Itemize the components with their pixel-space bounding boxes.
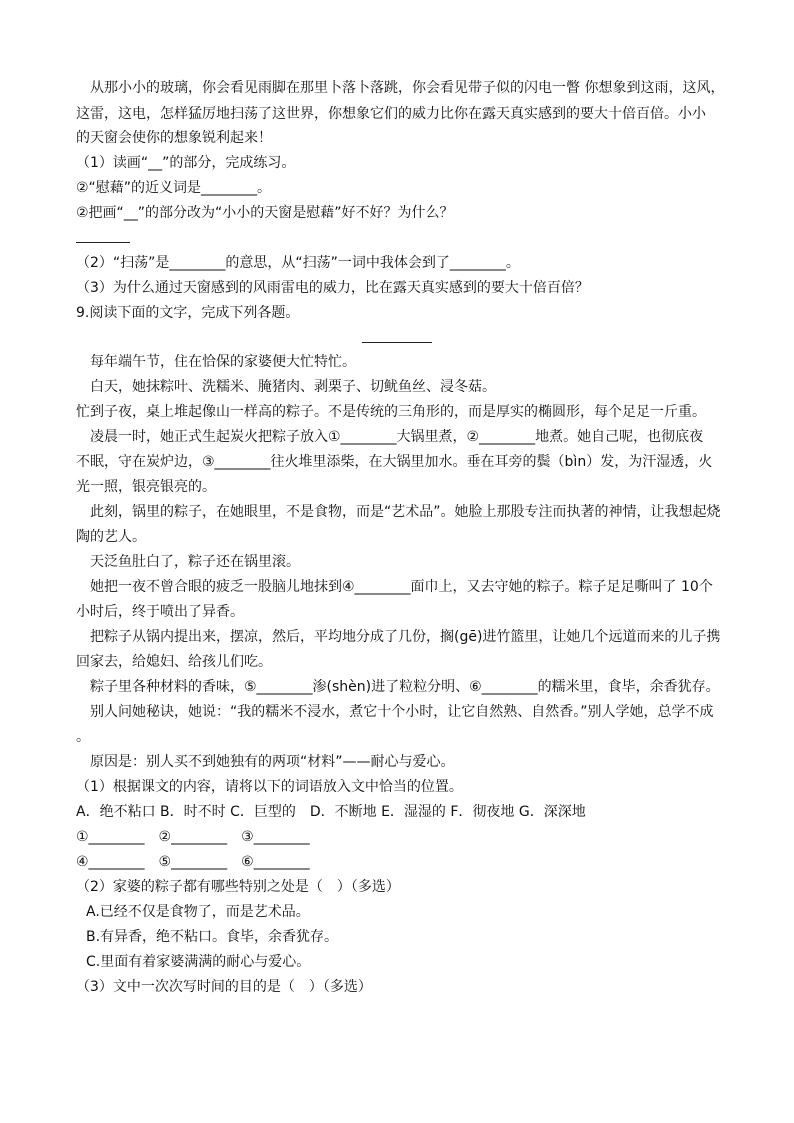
passage-line: 原因是：别人买不到她独有的两项“材料”——耐心与爱心。 bbox=[90, 754, 455, 770]
passage-line: 。 bbox=[76, 729, 90, 745]
choice-option: A.已经不仅是食物了，而是艺术品。 bbox=[86, 904, 310, 920]
question-line: （3）文中一次次写时间的目的是（ ）（多选） bbox=[76, 979, 372, 995]
passage-line: 不眠，守在炭炉边，③________往火堆里添柴，在大锅里加水。垂在耳旁的鬓（bìn）发，为汗湿透，火 bbox=[76, 454, 713, 470]
question-line: ②“慰藉”的近义词是________。 bbox=[76, 180, 272, 196]
question-line: （2）“扫荡”是________的意思，从“扫荡”一词中我体会到了________。 bbox=[76, 255, 520, 271]
answer-blanks-row: ①________ ②________ ③________ bbox=[76, 829, 310, 845]
passage-line: 光一照，银亮银亮的。 bbox=[76, 479, 216, 495]
choice-option: C.里面有着家婆满满的耐心与爱心。 bbox=[86, 954, 311, 970]
question-line: （3）为什么通过天窗感到的风雨雷电的威力，比在露天真实感到的要大十倍百倍？ bbox=[76, 280, 589, 296]
passage-line: 小时后，终于喷出了异香。 bbox=[76, 604, 244, 620]
passage-line: 白天，她抹粽叶、洗糯米、腌猪肉、剥栗子、切鱿鱼丝、浸冬菇。 bbox=[90, 379, 496, 395]
passage-line: 回家去，给媳妇、给孩儿们吃。 bbox=[76, 654, 272, 670]
title-blank-line bbox=[362, 342, 432, 343]
passage-line: 此刻，锅里的粽子，在她眼里，不是食物，而是“艺术品”。她脸上那股专注而执著的神情，让我想起烧 bbox=[90, 504, 721, 520]
passage-line: 她把一夜不曾合眼的疲乏一股脑儿地抹到④________面巾上，又去守她的粽子。粽子足足嘶叫了 10个 bbox=[90, 579, 713, 595]
passage-line: 天泛鱼肚白了，粽子还在锅里滚。 bbox=[90, 554, 300, 570]
passage-line: 凌晨一时，她正式生起炭火把粽子放入①________大锅里煮，②________地煮。她自己呢，也彻底夜 bbox=[90, 429, 704, 445]
passage-line: 粽子里各种材料的香味，⑤________渗(shèn)进了粒粒分明、⑥________的糯米里，食毕，余香犹存。 bbox=[90, 679, 720, 695]
answer-blank-line bbox=[76, 242, 130, 243]
answer-blanks-row: ④________ ⑤________ ⑥________ bbox=[76, 854, 310, 870]
passage-line: 这雷，这电，怎样猛厉地扫荡了这世界，你想象它们的威力比你在露天真实感到的要大十倍百倍。小小 bbox=[76, 106, 706, 122]
passage-line: 别人问她秘诀，她说：“我的糯米不浸水，煮它十个小时，让它自然熟、自然香。”别人学她，总学不成 bbox=[90, 704, 714, 720]
passage-line: 陶的艺人。 bbox=[76, 529, 146, 545]
question-line: ②把画“__”的部分改为“小小的天窗是慰藉”好不好？为什么？ bbox=[76, 205, 454, 221]
passage-line: 忙到子夜，桌上堆起像山一样高的粽子。不是传统的三角形的，而是厚实的椭圆形，每个足足一斤重。 bbox=[76, 404, 706, 420]
question-line: （1）根据课文的内容，请将以下的词语放入文中恰当的位置。 bbox=[76, 779, 463, 795]
question-line: （2）家婆的粽子都有哪些特别之处是（ ）（多选） bbox=[76, 879, 400, 895]
choice-option: B.有异香，绝不粘口。食毕，余香犹存。 bbox=[86, 929, 339, 945]
passage-line: 把粽子从锅内提出来，摆凉，然后，平均地分成了几份，搁(gē)进竹篮里，让她几个远道而来的儿子携 bbox=[90, 629, 721, 645]
options-line: A．绝不粘口 B．时不时 C．巨型的 D．不断地 E．湿湿的 F．彻夜地 G．深深地 bbox=[76, 804, 586, 820]
passage-line: 每年端午节，住在恰保的家婆便大忙特忙。 bbox=[90, 354, 356, 370]
question-line: （1）读画“__”的部分，完成练习。 bbox=[76, 155, 296, 171]
passage-line: 从那小小的玻璃，你会看见雨脚在那里卜落卜落跳，你会看见带子似的闪电一瞥 你想象到这雨，这风， bbox=[90, 80, 725, 96]
section-heading: 9.阅读下面的文字，完成下列各题。 bbox=[76, 305, 300, 321]
passage-line: 的天窗会使你的想象锐利起来！ bbox=[76, 130, 272, 146]
